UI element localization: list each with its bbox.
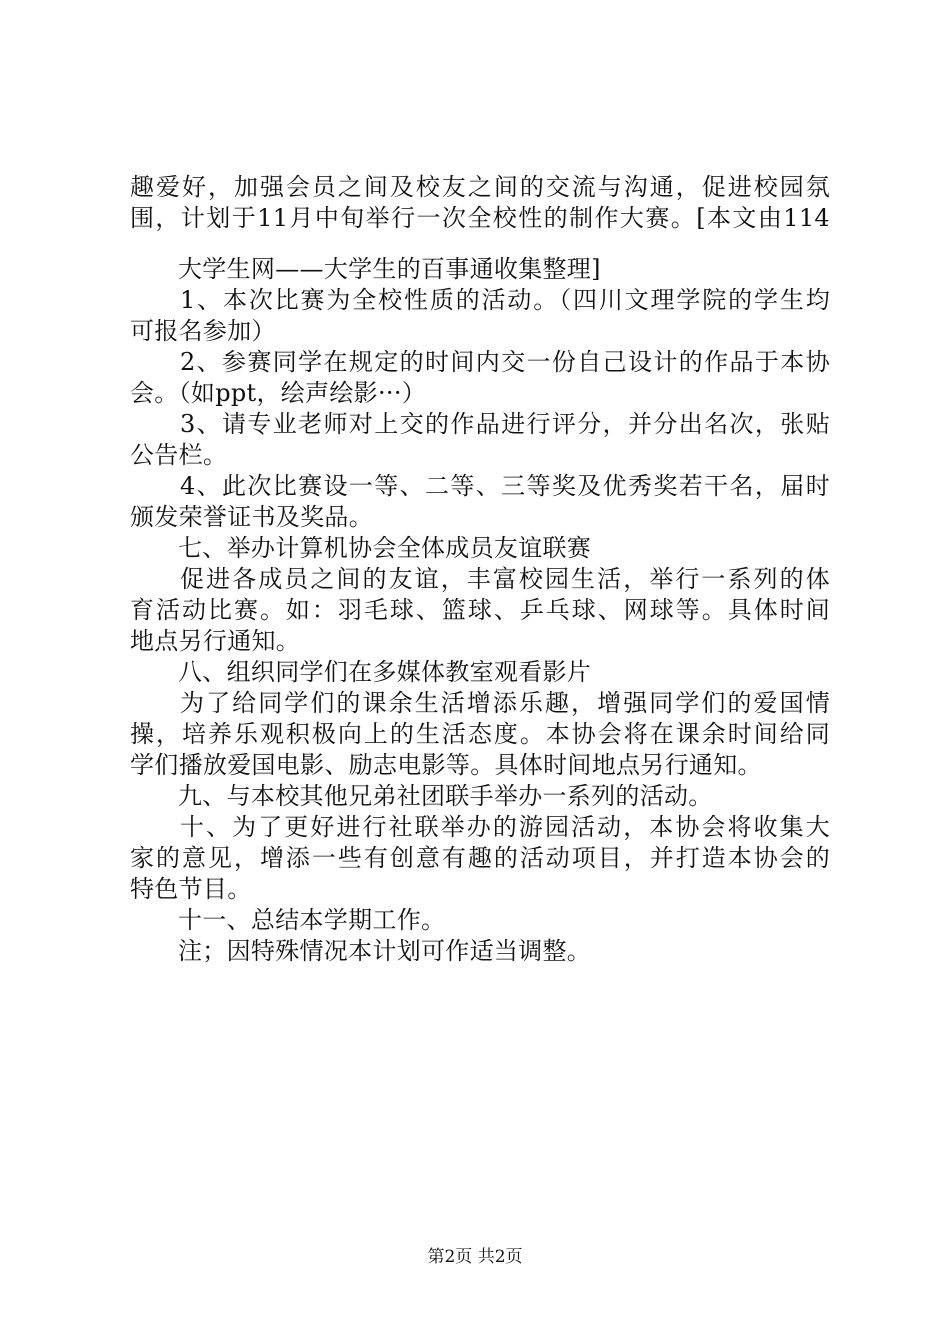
document-body [130,172,830,967]
page-number-footer: 第2页 共2页 [427,1247,523,1267]
text-line: 会。（如ppt，绘声绘影···） [130,379,427,407]
text-line: 可报名参加） [130,317,276,345]
section-heading: 九、与本校其他兄弟社团联手举办一系列的活动。 [178,782,713,810]
text-line: 4、此次比赛设一等、二等、三等奖及优秀奖若干名，届时 [180,472,830,500]
text-line: 为了给同学们的课余生活增添乐趣，增强同学们的爱国情 [180,689,830,717]
text-line: 2、参赛同学在规定的时间内交一份自己设计的作品于本协 [180,348,830,376]
text-line: 地点另行通知。 [130,627,301,655]
text-line: 家的意见，增添一些有创意有趣的活动项目，并打造本协会的 [130,844,830,872]
section-heading: 八、组织同学们在多媒体教室观看影片 [178,658,592,686]
text-line: 3、请专业老师对上交的作品进行评分，并分出名次，张贴 [180,410,830,438]
note-line: 注；因特殊情况本计划可作适当调整。 [178,937,592,965]
section-heading: 七、举办计算机协会全体成员友谊联赛 [178,534,592,562]
text-line: 1、本次比赛为全校性质的活动。（四川文理学院的学生均 [180,286,830,314]
section-heading: 十、为了更好进行社联举办的游园活动，本协会将收集大 [180,813,830,841]
text-line: 学们播放爱国电影、励志电影等。具体时间地点另行通知。 [130,751,762,779]
text-line: 围，计划于11月中旬举行一次全校性的制作大赛。[本文由114 [130,204,830,232]
text-line: 促进各成员之间的友谊，丰富校园生活，举行一系列的体 [180,565,830,593]
text-line: 大学生网——大学生的百事通收集整理] [178,255,601,283]
text-line: 公告栏。 [130,441,228,469]
text-line: 特色节目。 [130,875,252,903]
text-line: 育活动比赛。如：羽毛球、篮球、乒乓球、网球等。具体时间 [130,596,830,624]
section-heading: 十一、总结本学期工作。 [178,906,446,934]
text-line: 趣爱好，加强会员之间及校友之间的交流与沟通，促进校园氛 [130,173,830,201]
text-line: 操，培养乐观积极向上的生活态度。本协会将在课余时间给同 [130,720,830,748]
text-line: 颁发荣誉证书及奖品。 [130,503,373,531]
